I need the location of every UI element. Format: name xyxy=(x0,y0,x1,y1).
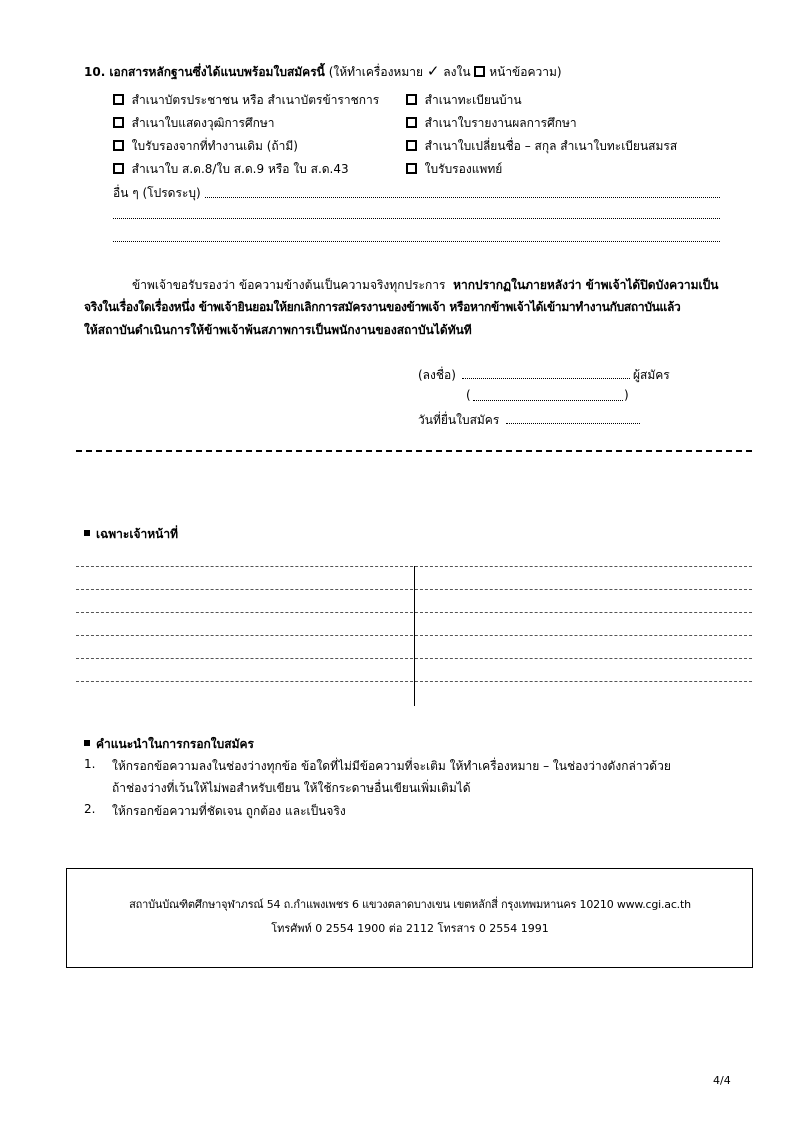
checkbox-icon[interactable] xyxy=(406,94,417,105)
other-specify-field[interactable] xyxy=(205,197,720,198)
document-item-left-3[interactable] xyxy=(113,137,298,156)
document-item-right-3[interactable] xyxy=(406,137,677,156)
footer-address: สถาบันบัณฑิตศึกษาจุฬาภรณ์ 54 ถ.กำแพงเพชร 6 แขวงตลาดบางเขน เขตหลักสี่ กรุงเทพมหานคร 10210 www.cgi.ac.th xyxy=(129,898,691,911)
printed-name-field[interactable] xyxy=(473,400,623,401)
section-separator xyxy=(76,450,752,452)
document-item-label: สำเนาใบ ส.ด.8/ใบ ส.ด.9 หรือ ใบ ส.ด.43 xyxy=(131,162,349,176)
checkbox-icon[interactable] xyxy=(113,94,124,105)
checkbox-icon[interactable] xyxy=(113,140,124,151)
section10-heading: 10. เอกสารหลักฐานซึ่งได้แนบพร้อมใบสมัครนี้ xyxy=(84,65,325,79)
footer-box xyxy=(66,868,753,968)
other-specify-field-line3[interactable] xyxy=(113,241,720,242)
checkbox-icon[interactable] xyxy=(113,163,124,174)
signature-field[interactable] xyxy=(462,378,630,379)
officer-heading xyxy=(84,525,178,544)
instruction-1-number: 1. xyxy=(84,757,96,771)
document-item-left-1[interactable] xyxy=(113,91,379,110)
paren-open: ( xyxy=(466,388,471,402)
document-item-label: สำเนาใบรายงานผลการศึกษา xyxy=(424,116,577,130)
section10-heading-row xyxy=(84,62,562,82)
other-specify-label: อื่น ๆ (โปรดระบุ) xyxy=(113,186,201,200)
declaration-line-2: จริงในเรื่องใดเรื่องหนึ่ง ข้าพเจ้ายินยอมให้ยกเลิกการสมัครงานของข้าพเจ้า หรือหากข้าพเจ้าได้เข้ามาทำงานกับสถาบันแล้ว xyxy=(84,300,681,314)
bullet-icon xyxy=(84,530,90,536)
instructions-heading-text: คำแนะนำในการกรอกใบสมัคร xyxy=(96,737,254,751)
section10-instruction-a: (ให้ทำเครื่องหมาย xyxy=(328,65,424,79)
section10-instruction-c: หน้าข้อความ) xyxy=(489,65,562,79)
document-item-label: สำเนาใบเปลี่ยนชื่อ – สกุล สำเนาใบทะเบียนสมรส xyxy=(424,139,678,153)
officer-heading-text: เฉพาะเจ้าหน้าที่ xyxy=(96,527,179,541)
document-item-left-4[interactable] xyxy=(113,160,349,179)
checkbox-sample-icon xyxy=(474,66,485,77)
page-number: 4/4 xyxy=(713,1074,731,1087)
document-item-label: สำเนาบัตรประชาชน หรือ สำเนาบัตรข้าราชการ xyxy=(131,93,380,107)
declaration-line-1 xyxy=(132,276,718,295)
document-item-right-2[interactable] xyxy=(406,114,577,133)
checkbox-icon[interactable] xyxy=(406,163,417,174)
declaration-line-3: ให้สถาบันดำเนินการให้ข้าพเจ้าพ้นสภาพการเป็นพนักงานของสถาบันได้ทันที xyxy=(84,323,472,337)
paren-close: ) xyxy=(624,388,629,402)
bullet-icon xyxy=(84,740,90,746)
document-item-left-2[interactable] xyxy=(113,114,275,133)
check-mark-icon: ✓ xyxy=(426,62,440,80)
applicant-label: ผู้สมัคร xyxy=(633,368,670,382)
instruction-2-line-1: ให้กรอกข้อความที่ชัดเจน ถูกต้อง และเป็นจริง xyxy=(112,804,346,818)
document-item-label: สำเนาทะเบียนบ้าน xyxy=(424,93,522,107)
other-specify-field-line2[interactable] xyxy=(113,218,720,219)
sign-label: (ลงชื่อ) xyxy=(418,368,456,382)
instruction-1-line-1: ให้กรอกข้อความลงในช่องว่างทุกข้อ ข้อใดที่ไม่มีข้อความที่จะเติม ให้ทำเครื่องหมาย – ในช่องว่างดังกล่าวด้วย xyxy=(112,759,671,773)
document-item-right-4[interactable] xyxy=(406,160,502,179)
instruction-1-line-2: ถ้าช่องว่างที่เว้นให้ไม่พอสำหรับเขียน ให้ใช้กระดาษอื่นเขียนเพิ่มเติมได้ xyxy=(112,781,471,795)
declaration-text: ข้าพเจ้าขอรับรองว่า ข้อความข้างต้นเป็นความจริงทุกประการ xyxy=(132,278,446,292)
date-field[interactable] xyxy=(506,423,640,424)
section10-instruction-b: ลงใน xyxy=(443,65,471,79)
date-label: วันที่ยื่นใบสมัคร xyxy=(418,413,500,427)
instructions-heading xyxy=(84,735,254,754)
document-item-label: ใบรับรองจากที่ทำงานเดิม (ถ้ามี) xyxy=(131,139,298,153)
document-item-label: ใบรับรองแพทย์ xyxy=(424,162,503,176)
footer-phone: โทรศัพท์ 0 2554 1900 ต่อ 2112 โทรสาร 0 2554 1991 xyxy=(271,922,549,935)
document-item-right-1[interactable] xyxy=(406,91,522,110)
officer-table-divider xyxy=(414,566,415,706)
checkbox-icon[interactable] xyxy=(113,117,124,128)
checkbox-icon[interactable] xyxy=(406,117,417,128)
document-item-label: สำเนาใบแสดงวุฒิการศึกษา xyxy=(131,116,275,130)
declaration-text-bold: หากปรากฏในภายหลังว่า ข้าพเจ้าได้ปิดบังความเป็น xyxy=(453,278,719,292)
checkbox-icon[interactable] xyxy=(406,140,417,151)
instruction-2-number: 2. xyxy=(84,802,96,816)
